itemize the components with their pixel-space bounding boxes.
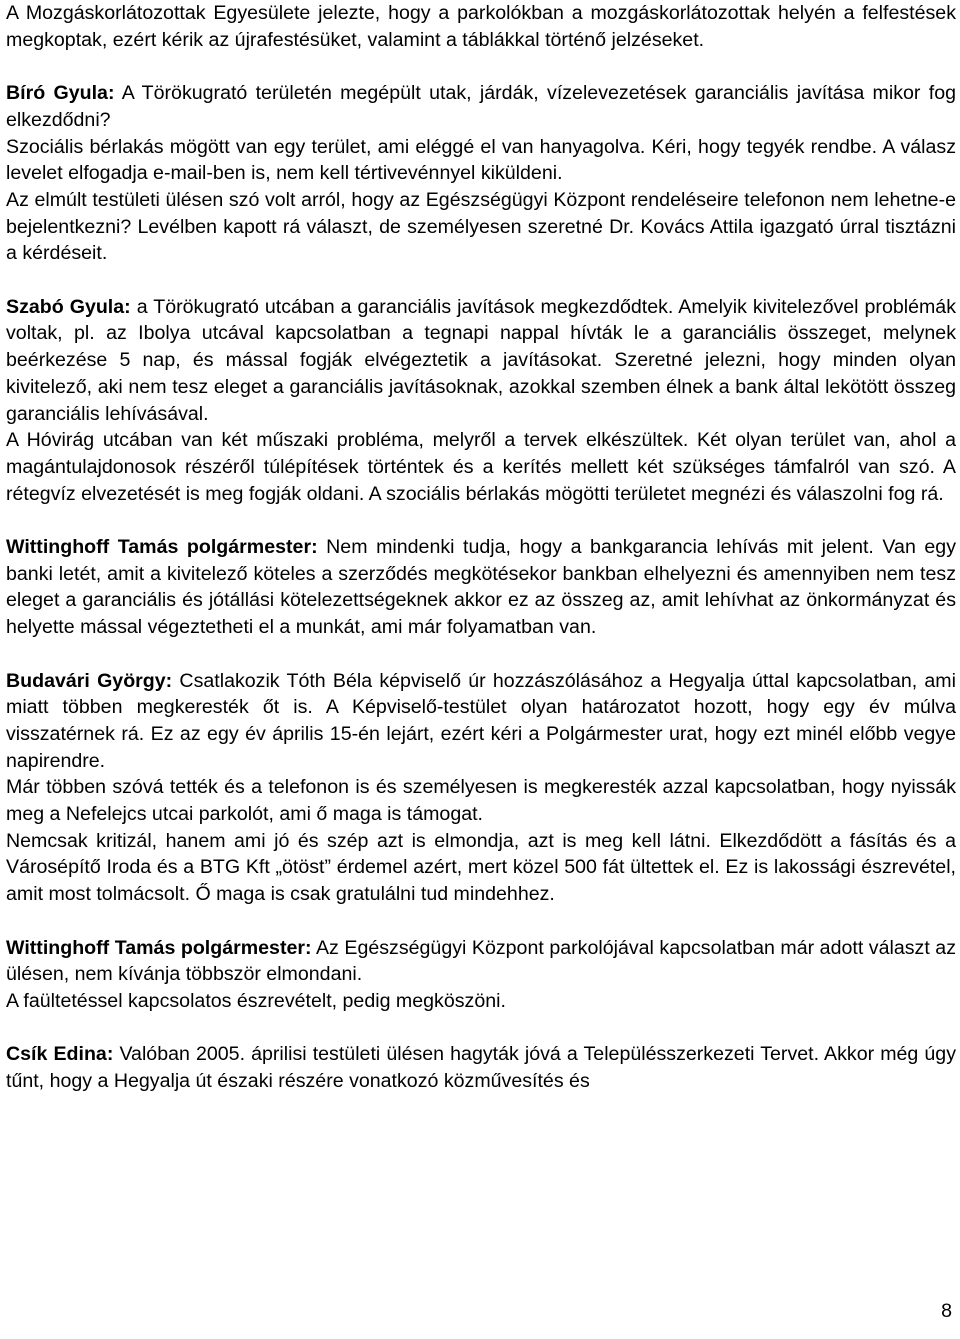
paragraph-text: A Törökugrató területén megépült utak, járdák, vízelevezetések garanciális javítása mikor fog elkezdődni? [6, 82, 956, 131]
paragraph-text: a Törökugrató utcában a garanciális javítások megkezdődtek. Amelyik kivitelezővel problémák voltak, pl. az Ibolya utcával kapcsolatban a tegnapi nappal hívták le a garanciális összeget, melynek beérkezése 5 nap, és mással fogják elvégeztetik a javításokat. Szeretné jelezni, hogy minden olyan kivitelező, aki nem tesz eleget a garanciális javításoknak, azokkal szemben élnek a bank által lekötött összeg garanciális lehívásával. [6, 295, 957, 425]
document-page [6, 0, 956, 1095]
speaker-name: Budavári György: [6, 669, 173, 692]
paragraph-7 [6, 534, 956, 641]
paragraph-9 [6, 774, 956, 827]
paragraph-text: Nem mindenki tudja, hogy a bankgarancia lehívás mit jelent. Van egy banki letét, amit a kivitelező köteles a szerződés megkötésekor bankban elhelyezni és amennyiben nem tesz eleget a garanciális és jótállási kötelezettségeknek akkor ez az összeg az, amit lehívhat az önkormányzat és helyette mással végeztetheti el a munkát, ami már folyamatban van. [6, 536, 956, 639]
paragraph-10 [6, 828, 956, 908]
paragraph-11 [6, 935, 956, 988]
speaker-name: Szabó Gyula: [6, 295, 131, 318]
paragraph-text: A Hóvirág utcában van két műszaki probléma, melyről a tervek elkészültek. Két olyan terület van, ahol a magántulajdonosok részéről túlépítések történtek és a kerítés mellett két szükséges támfalról van szó. A rétegvíz elvezetését is meg fogják oldani. A szociális bérlakás mögötti területet megnézi és válaszolni fog rá. [6, 429, 956, 505]
speaker-name: Wittinghoff Tamás polgármester: [6, 536, 318, 559]
paragraph-text: Nemcsak kritizál, hanem ami jó és szép azt is elmondja, azt is meg kell látni. Elkezdődött a fásítás és a Városépítő Iroda és a BTG Kft „ötöst” érdemel azért, mert közel 500 fát ültettek el. Ez is lakossági észrevétel, amit most tolmácsolt. Ő maga is csak gratulálni tud mindehhez. [6, 829, 956, 906]
paragraph-13 [6, 1041, 956, 1094]
speaker-name: Csík Edina: [6, 1043, 114, 1066]
paragraph-text: Valóban 2005. áprilisi testületi ülésen hagyták jóvá a Településszerkezeti Tervet. Akkor még úgy tűnt, hogy a Hegyalja út északi részére vonatkozó közművesítés és [6, 1043, 956, 1093]
paragraph-1 [6, 0, 956, 53]
paragraph-5 [6, 294, 956, 428]
paragraph-text: Az elmúlt testületi ülésen szó volt arról, hogy az Egészségügyi Központ rendeléseire telefonon nem lehetne-e bejelentkezni? Levélben kapott rá választ, de személyesen szeretné Dr. Kovács Attila igazgató úrral tisztázni a kérdéseit. [6, 188, 956, 265]
paragraph-4 [6, 187, 956, 267]
speaker-name: Wittinghoff Tamás polgármester: [6, 936, 312, 959]
paragraph-text: Szociális bérlakás mögött van egy terület, ami eléggé el van hanyagolva. Kéri, hogy tegyék rendbe. A válasz levelet elfogadja e-mail-ben is, nem kell tértivevénnyel kiküldeni. [6, 135, 956, 185]
page-number: 8 [941, 1300, 952, 1322]
paragraph-12 [6, 988, 956, 1015]
paragraph-text: Csatlakozik Tóth Béla képviselő úr hozzászólásához a Hegyalja úttal kapcsolatban, ami miatt többen megkeresték őt is. A Képviselő-testület olyan határozatot hozott, hogy egy év múlva visszatérnek rá. Ez az egy év április 15-én lejárt, ezért kéri a Polgármester urat, hogy ezt minél előbb vegye napirendre. [6, 669, 956, 772]
paragraph-text: Az Egészségügyi Központ parkolójával kapcsolatban már adott választ az ülésen, nem kívánja többször elmondani. [6, 936, 956, 986]
paragraph-text: A Mozgáskorlátozottak Egyesülete jelezte, hogy a parkolókban a mozgáskorlátozottak helyén a felfestések megkoptak, ezért kérik az újrafestésüket, valamint a táblákkal történő jelzéseket. [6, 2, 956, 51]
paragraph-text: Már többen szóvá tették és a telefonon is és személyesen is megkeresték azzal kapcsolatban, hogy nyissák meg a Nefelejcs utcai parkolót, ami ő maga is támogat. [6, 776, 956, 826]
paragraph-2 [6, 80, 956, 133]
speaker-name: Bíró Gyula: [6, 82, 115, 105]
paragraph-3 [6, 134, 956, 187]
paragraph-8 [6, 668, 956, 775]
paragraph-text: A faültetéssel kapcsolatos észrevételt, pedig megköszöni. [6, 989, 506, 1012]
paragraph-6 [6, 427, 956, 507]
